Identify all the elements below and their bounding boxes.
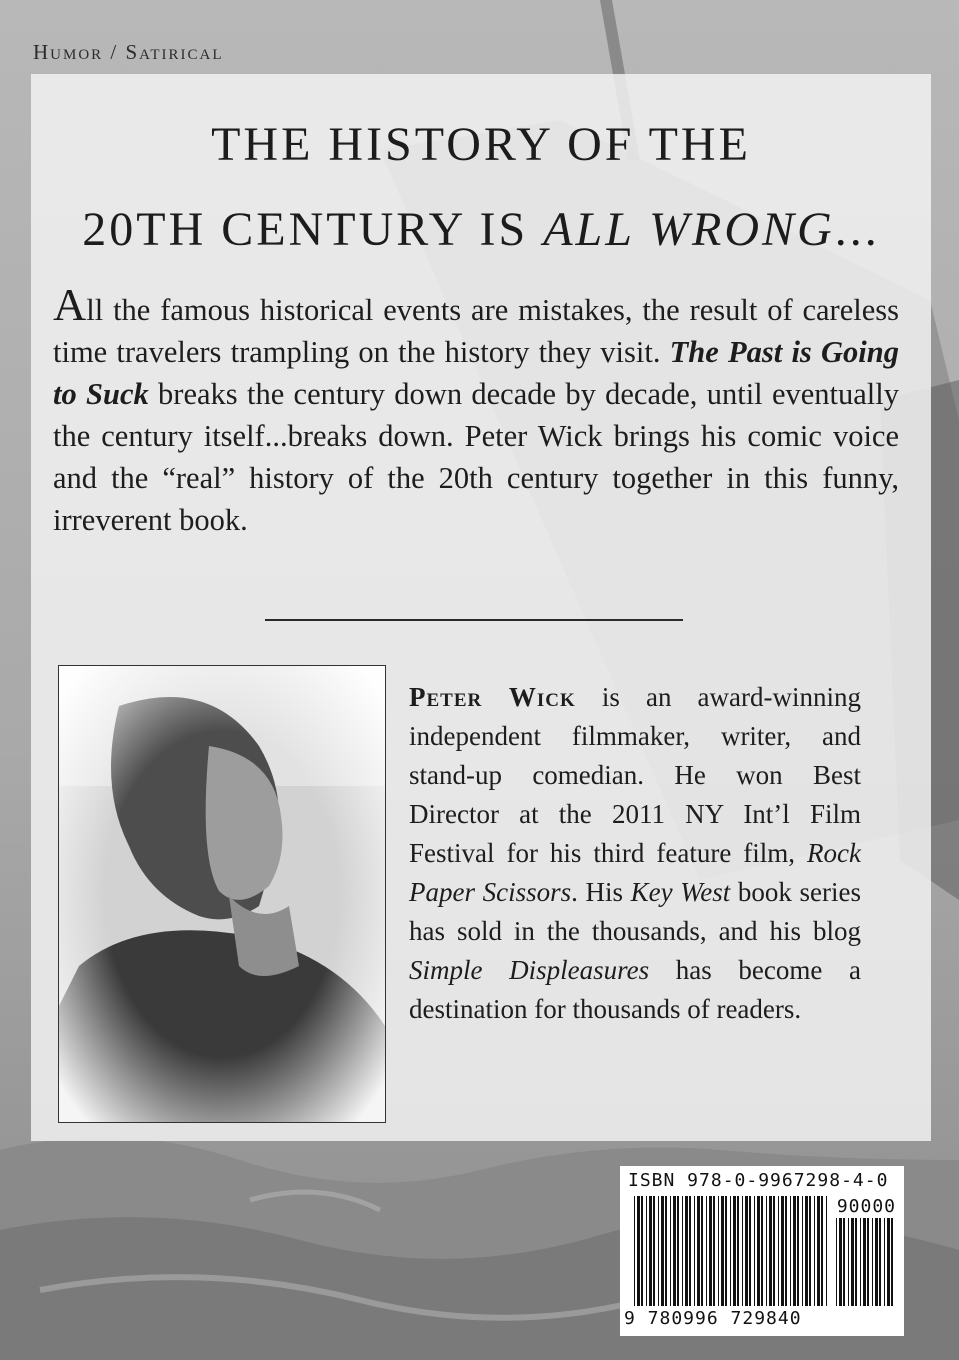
barcode-bar	[737, 1196, 739, 1306]
genre-label: Humor / Satirical	[33, 40, 224, 64]
barcode-bar	[891, 1218, 893, 1306]
barcode-bar	[863, 1218, 866, 1306]
barcode-bar	[884, 1218, 885, 1306]
barcode-bar	[761, 1196, 763, 1306]
blurb-text-2: breaks the century down decade by decade, until eventually the century itself...breaks down. Peter Wick brings his comic voice and the “real” history of the 20th century together in this funny, irreverent book.	[53, 377, 899, 537]
barcode-bar	[766, 1196, 767, 1306]
barcode-bar	[653, 1196, 655, 1306]
price-code: 90000	[836, 1196, 896, 1217]
barcode-bar	[697, 1196, 700, 1306]
barcode-digits: 9 780996 729840	[624, 1308, 802, 1329]
barcode-bar	[661, 1196, 664, 1306]
barcode-bar	[637, 1196, 640, 1306]
bio-blog-title: Simple Displeasures	[409, 955, 650, 985]
barcode-bar	[773, 1196, 775, 1306]
barcode-bar	[721, 1196, 724, 1306]
barcode-bar	[754, 1196, 755, 1306]
bio-text-4: has become a destination for thousands of readers.	[409, 955, 862, 1024]
section-divider	[265, 619, 683, 621]
isbn-barcode	[620, 1166, 904, 1336]
barcode-bar	[809, 1196, 811, 1306]
blurb-book-title: The Past is Going to Suck	[53, 335, 899, 411]
headline-line-2-prefix: 20TH CENTURY IS	[82, 203, 544, 256]
blurb-text-1: ll the famous historical events are mistakes, the result of careless time travelers trampling on the history they visit.	[53, 293, 899, 369]
barcode-bar	[848, 1218, 849, 1306]
isbn-label: ISBN 978-0-9967298-4-0	[628, 1170, 889, 1191]
barcode-bar	[701, 1196, 703, 1306]
barcode-bar	[785, 1196, 787, 1306]
barcode-bar	[826, 1196, 827, 1306]
barcode-bar	[793, 1196, 796, 1306]
bio-text-3: book series has sold in the thousands, and his blog	[409, 877, 862, 946]
barcode-bar	[646, 1196, 647, 1306]
barcode-bar	[887, 1218, 890, 1306]
author-photo	[58, 665, 386, 1123]
barcode-bar	[745, 1196, 748, 1306]
barcode-bar	[713, 1196, 715, 1306]
bio-series-title: Key West	[630, 877, 731, 907]
barcode-bar	[867, 1218, 869, 1306]
barcode-bar	[769, 1196, 772, 1306]
back-cover-panel	[31, 74, 931, 1141]
barcode-bar	[855, 1218, 857, 1306]
barcode-bar	[673, 1196, 676, 1306]
author-portrait-icon	[59, 666, 385, 1122]
headline	[31, 102, 931, 272]
barcode-bar	[839, 1218, 842, 1306]
barcode-bar	[817, 1196, 820, 1306]
bio-text-2: . His	[571, 877, 631, 907]
barcode-bar	[649, 1196, 652, 1306]
barcode-bar	[797, 1196, 799, 1306]
barcode-bar	[730, 1196, 731, 1306]
headline-ellipsis: ...	[834, 203, 880, 256]
author-name: Peter Wick	[409, 682, 576, 712]
barcode-bar	[665, 1196, 667, 1306]
barcode-bar	[685, 1196, 688, 1306]
barcode-addon-bars	[836, 1218, 896, 1306]
barcode-bar	[641, 1196, 643, 1306]
barcode-bar	[875, 1218, 878, 1306]
barcode-bar	[872, 1218, 873, 1306]
headline-emphasis: ALL WRONG	[543, 203, 835, 256]
barcode-bar	[725, 1196, 727, 1306]
barcode-bar	[733, 1196, 736, 1306]
barcode-bar	[757, 1196, 760, 1306]
blurb-dropcap: A	[53, 279, 87, 330]
barcode-bar	[790, 1196, 791, 1306]
barcode-bar	[805, 1196, 808, 1306]
headline-line-1: THE HISTORY OF THE	[211, 118, 751, 171]
barcode-bar	[879, 1218, 881, 1306]
barcode-bars	[634, 1196, 830, 1306]
barcode-bar	[718, 1196, 719, 1306]
barcode-bar	[742, 1196, 743, 1306]
barcode-bar	[709, 1196, 712, 1306]
barcode-bar	[778, 1196, 779, 1306]
barcode-bar	[781, 1196, 784, 1306]
book-blurb	[53, 279, 899, 541]
barcode-bar	[694, 1196, 695, 1306]
barcode-bar	[749, 1196, 751, 1306]
barcode-bar	[802, 1196, 803, 1306]
barcode-bar	[860, 1218, 861, 1306]
barcode-bar	[689, 1196, 691, 1306]
barcode-bar	[658, 1196, 659, 1306]
barcode-bar	[836, 1218, 837, 1306]
barcode-bar	[682, 1196, 683, 1306]
barcode-bar	[706, 1196, 707, 1306]
barcode-bar	[814, 1196, 815, 1306]
author-bio	[409, 678, 861, 1029]
barcode-bar	[851, 1218, 854, 1306]
bio-film-title: Rock Paper Scissors	[409, 838, 861, 907]
barcode-bar	[821, 1196, 823, 1306]
barcode-bar	[677, 1196, 679, 1306]
barcode-bar	[843, 1218, 845, 1306]
barcode-bar	[634, 1196, 635, 1306]
bio-text-1: is an award-winning independent filmmaker, writer, and stand-up comedian. He won Best Director at the 2011 NY Int’l Film Festival for his third feature film,	[409, 682, 861, 868]
barcode-bar	[670, 1196, 671, 1306]
